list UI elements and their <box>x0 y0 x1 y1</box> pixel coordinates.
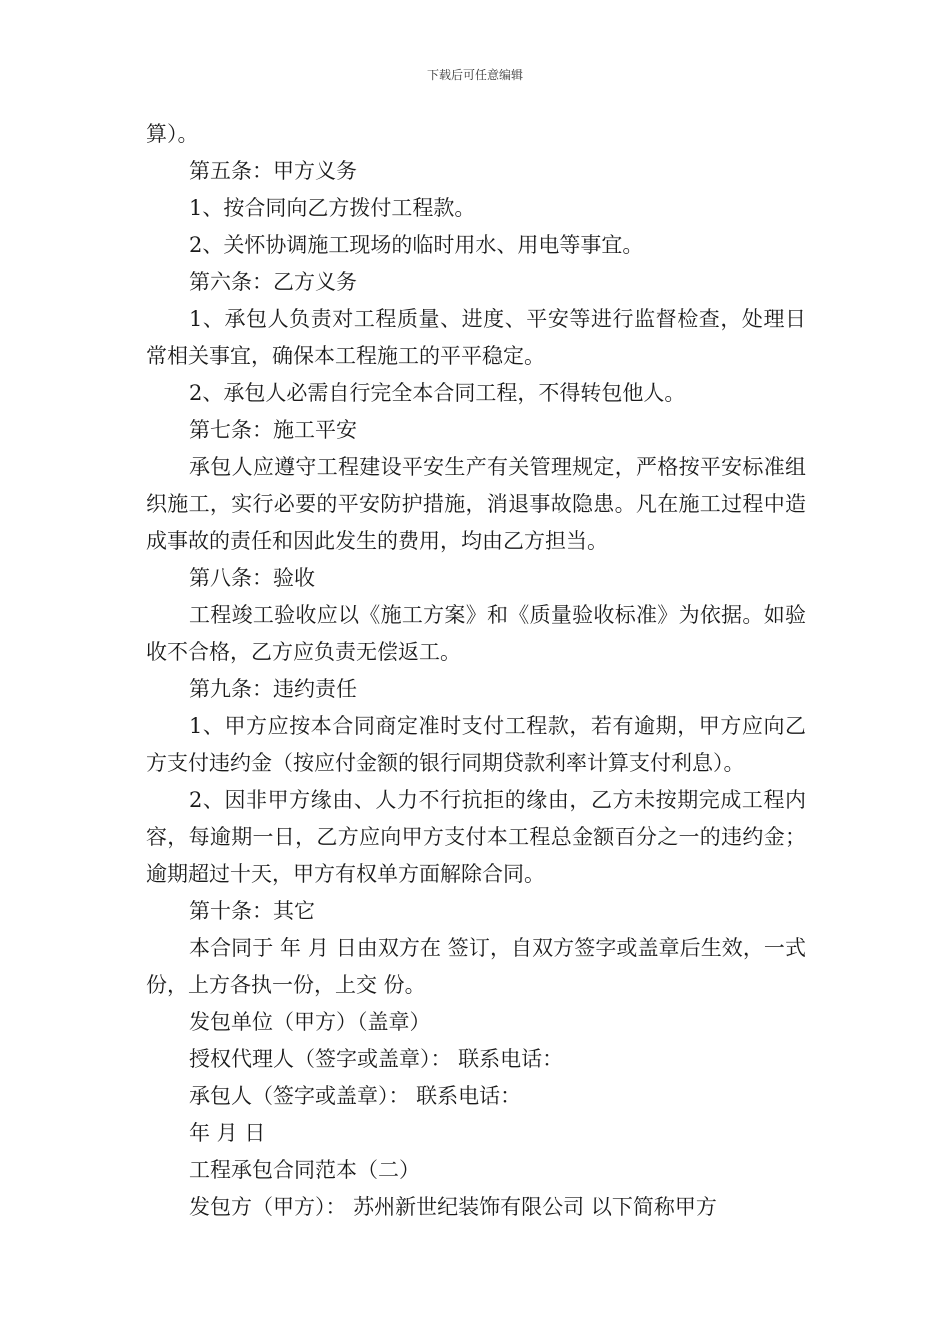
paragraph: 第十条：其它 <box>189 899 315 923</box>
paragraph: 第七条：施工平安 <box>189 418 357 442</box>
paragraph: 1、按合同向乙方拨付工程款。 <box>189 196 476 220</box>
paragraph: 本合同于 年 月 日由双方在 签订，自双方签字或盖章后生效，一式 份，上方各执一份，上交 份。 <box>146 936 806 997</box>
paragraph: 1、甲方应按本合同商定准时支付工程款，若有逾期，甲方应向乙方支付违约金（按应付金额的银行同期贷款利率计算支付利息）。 <box>146 714 806 775</box>
paragraph: 工程承包合同范本（二） <box>189 1158 420 1182</box>
paragraph: 第五条：甲方义务 <box>189 159 357 183</box>
paragraph: 2、因非甲方缘由、人力不行抗拒的缘由，乙方未按期完成工程内容，每逾期一日，乙方应向甲方支付本工程总金额百分之一的违约金；逾期超过十天，甲方有权单方面解除合同。 <box>146 788 806 886</box>
paragraph: 2、承包人必需自行完全本合同工程，不得转包他人。 <box>189 381 686 405</box>
document-body <box>146 116 806 1226</box>
paragraph: 2、关怀协调施工现场的临时用水、用电等事宜。 <box>189 233 644 257</box>
paragraph: 发包单位（甲方）（盖章） <box>189 1010 431 1034</box>
paragraph: 工程竣工验收应以《施工方案》和《质量验收标准》为依据。如验收不合格，乙方应负责无偿返工。 <box>146 603 806 664</box>
paragraph: 第六条：乙方义务 <box>189 270 357 294</box>
paragraph: 第九条：违约责任 <box>189 677 357 701</box>
page-header: 下载后可任意编辑 <box>426 68 523 82</box>
paragraph: 承包人应遵守工程建设平安生产有关管理规定，严格按平安标准组织施工，实行必要的平安防护措施，消退事故隐患。凡在施工过程中造成事故的责任和因此发生的费用，均由乙方担当。 <box>146 455 806 553</box>
paragraph: 年 月 日 <box>189 1121 266 1145</box>
paragraph: 授权代理人（签字或盖章）： 联系电话： <box>189 1047 564 1071</box>
paragraph: 算）。 <box>146 122 199 146</box>
paragraph: 1、承包人负责对工程质量、进度、平安等进行监督检查，处理日常相关事宜，确保本工程施工的平平稳定。 <box>146 307 806 368</box>
paragraph: 承包人（签字或盖章）： 联系电话： <box>189 1084 522 1108</box>
paragraph: 发包方（甲方）： 苏州新世纪装饰有限公司 以下简称甲方 <box>189 1195 717 1219</box>
paragraph: 第八条：验收 <box>189 566 315 590</box>
